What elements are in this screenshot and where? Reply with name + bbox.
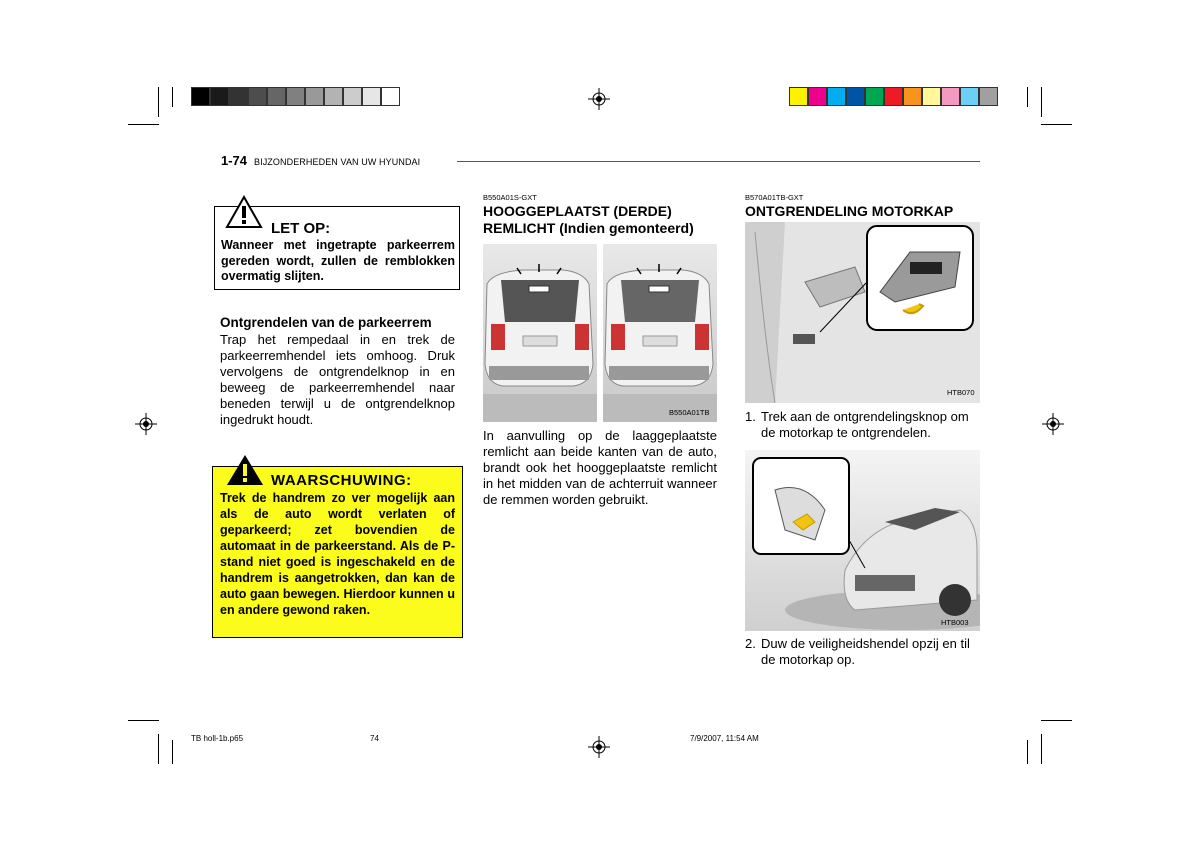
release-heading: Ontgrendelen van de parkeerrem: [220, 315, 432, 330]
warning-box: [212, 466, 463, 638]
figure-code: HTB003: [941, 618, 969, 627]
gray-calibration-bar: [191, 87, 400, 106]
step-2-text: Duw de veiligheidshendel opzij en til de motorkap op.: [761, 636, 970, 667]
step-number: 2.: [745, 636, 756, 651]
calibration-swatch: [827, 87, 846, 106]
calibration-swatch: [922, 87, 941, 106]
caution-box: [214, 206, 460, 290]
footer-file: TB holl-1b.p65: [191, 734, 244, 743]
calibration-swatch: [286, 87, 305, 106]
calibration-swatch: [305, 87, 324, 106]
warning-triangle-icon: [225, 195, 263, 229]
calibration-swatch: [229, 87, 248, 106]
calibration-swatch: [789, 87, 808, 106]
step-2: [745, 636, 981, 668]
step-number: 1.: [745, 409, 756, 424]
warning-title: WAARSCHUWING:: [271, 472, 412, 489]
caution-title: LET OP:: [271, 220, 331, 237]
section-code: B550A01S-GXT: [483, 193, 537, 202]
calibration-swatch: [941, 87, 960, 106]
figure-code: HTB070: [947, 388, 975, 397]
calibration-swatch: [960, 87, 979, 106]
step-1-text: Trek aan de ontgrendelingsknop om de motorkap te ontgrendelen.: [761, 409, 969, 440]
calibration-swatch: [362, 87, 381, 106]
registration-mark-icon: [588, 88, 610, 110]
caution-text: Wanneer met ingetrapte parkeerrem gereden wordt, zullen de remblokken overmatig slijten.: [221, 238, 455, 283]
calibration-swatch: [343, 87, 362, 106]
calibration-swatch: [248, 87, 267, 106]
header-divider: [457, 161, 980, 162]
brake-light-heading-line1: HOOGGEPLAATST (DERDE): [483, 203, 672, 219]
calibration-swatch: [865, 87, 884, 106]
section-code: B570A01TB-GXT: [745, 193, 804, 202]
calibration-swatch: [267, 87, 286, 106]
calibration-swatch: [903, 87, 922, 106]
brake-light-heading-line2: REMLICHT (Indien gemonteerd): [483, 220, 694, 236]
hood-release-heading: ONTGRENDELING MOTORKAP: [745, 203, 954, 219]
registration-mark-icon: [1042, 413, 1064, 435]
brake-light-text: In aanvulling op de laaggeplaatste remlicht aan beide kanten van de auto, brandt ook het hooggeplaatste remlicht in het midden van de achterruit wanneer de remmen worden gebruikt.: [483, 428, 717, 507]
calibration-swatch: [210, 87, 229, 106]
release-text: Trap het rempedaal in en trek de parkeerremhendel iets omhoog. Druk vervolgens de ontgrendelknop in en beweeg de parkeerremhendel naar beneden terwijl u de ontgrendelknop ingedrukt houdt.: [220, 332, 455, 427]
brake-light-photo-left: [483, 244, 597, 422]
registration-mark-icon: [588, 736, 610, 758]
footer-date: 7/9/2007, 11:54 AM: [690, 734, 759, 743]
calibration-swatch: [979, 87, 998, 106]
figure-code: B550A01TB: [669, 408, 710, 417]
warning-triangle-icon: [225, 453, 265, 487]
calibration-swatch: [808, 87, 827, 106]
section-title: BIJZONDERHEDEN VAN UW HYUNDAI: [254, 157, 421, 167]
warning-text: Trek de handrem zo ver mogelijk aan als de auto wordt verlaten of geparkeerd; zet bovendien de automaat in de parkeerstand. Als de P-stand niet goed is ingeschakeld en de handrem is aangetrokken, dan kan de auto gaan bewegen. Hierdoor kunnen u en andere gewond raken.: [220, 491, 455, 617]
calibration-swatch: [191, 87, 210, 106]
hood-open-photo: [745, 450, 980, 631]
page-number: 1-74: [221, 153, 248, 168]
footer-page: 74: [370, 734, 379, 743]
step-1: [745, 409, 981, 441]
calibration-swatch: [324, 87, 343, 106]
calibration-swatch: [846, 87, 865, 106]
registration-mark-icon: [135, 413, 157, 435]
hood-release-handle-photo: [745, 222, 980, 403]
color-calibration-bar: [789, 87, 998, 106]
calibration-swatch: [884, 87, 903, 106]
calibration-swatch: [381, 87, 400, 106]
brake-light-photo-right: [603, 244, 717, 422]
